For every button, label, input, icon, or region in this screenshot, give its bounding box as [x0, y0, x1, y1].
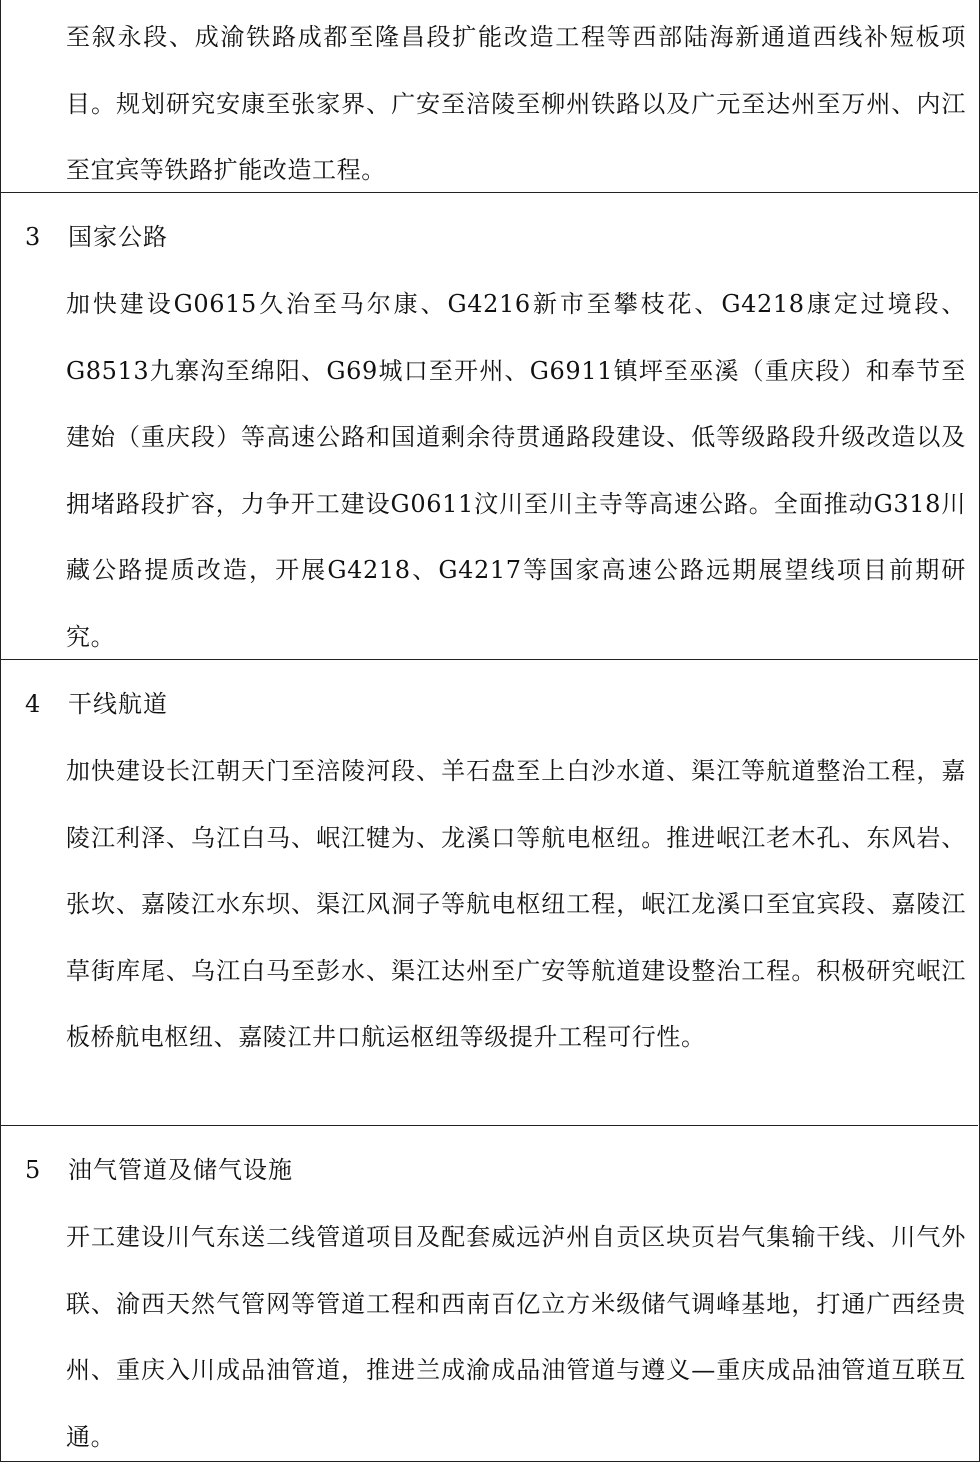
- row-title-national-highways: 国家公路: [68, 223, 168, 251]
- row-divider: [0, 1125, 978, 1126]
- section-body-continuation: 至叙永段、成渝铁路成都至隆昌段扩能改造工程等西部陆海新通道西线补短板项目。规划研究安康至张家界、广安至涪陵至柳州铁路以及广元至达州至万州、内江至宜宾等铁路扩能改造工程。: [66, 23, 966, 184]
- row-number: 4: [25, 690, 41, 718]
- row-divider: [0, 192, 978, 193]
- section-body-trunk-waterways: 加快建设长江朝天门至涪陵河段、羊石盘至上白沙水道、渠江等航道整治工程，嘉陵江利泽、乌江白马、岷江犍为、龙溪口等航电枢纽。推进岷江老木孔、东风岩、张坎、嘉陵江水东坝、渠江风洞子等航电枢纽工程，岷江龙溪口至宜宾段、嘉陵江草街库尾、乌江白马至彭水、渠江达州至广安等航道建设整治工程。积极研究岷江板桥航电枢纽、嘉陵江井口航运枢纽等级提升工程可行性。: [66, 757, 966, 1051]
- section-body-oil-gas-pipelines: 开工建设川气东送二线管道项目及配套威远泸州自贡区块页岩气集输干线、川气外联、渝西天然气管网等管道工程和西南百亿立方米级储气调峰基地，打通广西经贵州、重庆入川成品油管道，推进兰成渝成品油管道与遵义—重庆成品油管道互联互通。: [66, 1223, 966, 1451]
- section-body-national-highways: 加快建设G0615久治至马尔康、G4216新市至攀枝花、G4218康定过境段、G8513九寨沟至绵阳、G69城口至开州、G6911镇坪至巫溪（重庆段）和奉节至建始（重庆段）等高速公路和国道剩余待贯通路段建设、低等级路段升级改造以及拥堵路段扩容，力争开工建设G0611汶川至川主寺等高速公路。全面推动G318川藏公路提质改造，开展G4218、G4217等国家高速公路远期展望线项目前期研究。: [66, 290, 966, 651]
- row-divider: [0, 659, 978, 660]
- row-number: 5: [25, 1156, 41, 1184]
- row-number: 3: [25, 223, 41, 251]
- row-title-trunk-waterways: 干线航道: [68, 690, 168, 718]
- row-title-oil-gas-pipelines: 油气管道及储气设施: [68, 1156, 293, 1184]
